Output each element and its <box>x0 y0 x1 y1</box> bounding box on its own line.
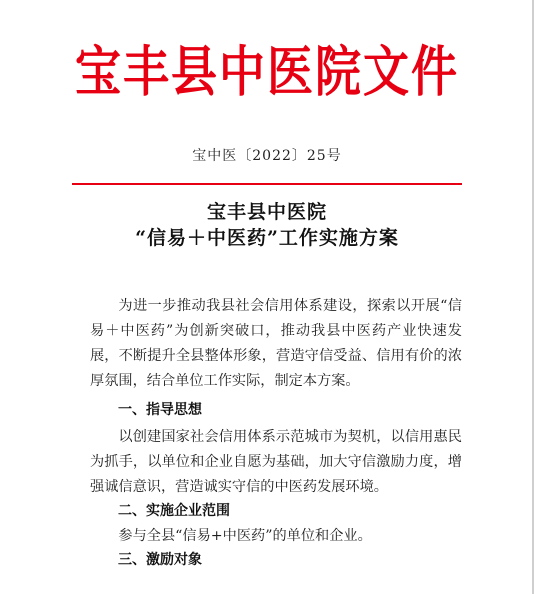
document-heading-line1: 宝丰县中医院 <box>206 201 327 223</box>
document-heading-line2: “信易＋中医药”工作实施方案 <box>135 227 399 249</box>
section-paragraph-scope: 参与全县“信易+中医药”的单位和企业。 <box>118 528 372 544</box>
section-heading-incentive-targets: 三、激励对象 <box>118 552 202 568</box>
document-number: 宝中医〔2022〕25号 <box>192 148 342 164</box>
document-header-title: 宝丰县中医院文件 <box>75 39 459 104</box>
red-divider-line <box>72 183 462 185</box>
section-heading-guiding-thought: 一、指导思想 <box>118 402 202 418</box>
section-heading-scope: 二、实施企业范围 <box>118 503 230 519</box>
section-paragraph-guiding-thought: 以创建国家社会信用体系示范城市为契机，以信用惠民为抓手，以单位和企业自愿为基础，加大守信激励力度，增强诚信意识，营造诚实守信的中医药发展环境。 <box>90 429 462 495</box>
intro-paragraph: 为进一步推动我县社会信用体系建设，探索以开展“信易＋中医药”为创新突破口，推动我县中医药产业快速发展，不断提升全县整体形象，营造守信受益、信用有价的浓厚氛围，结合单位工作实际，制定本方案。 <box>90 298 462 389</box>
